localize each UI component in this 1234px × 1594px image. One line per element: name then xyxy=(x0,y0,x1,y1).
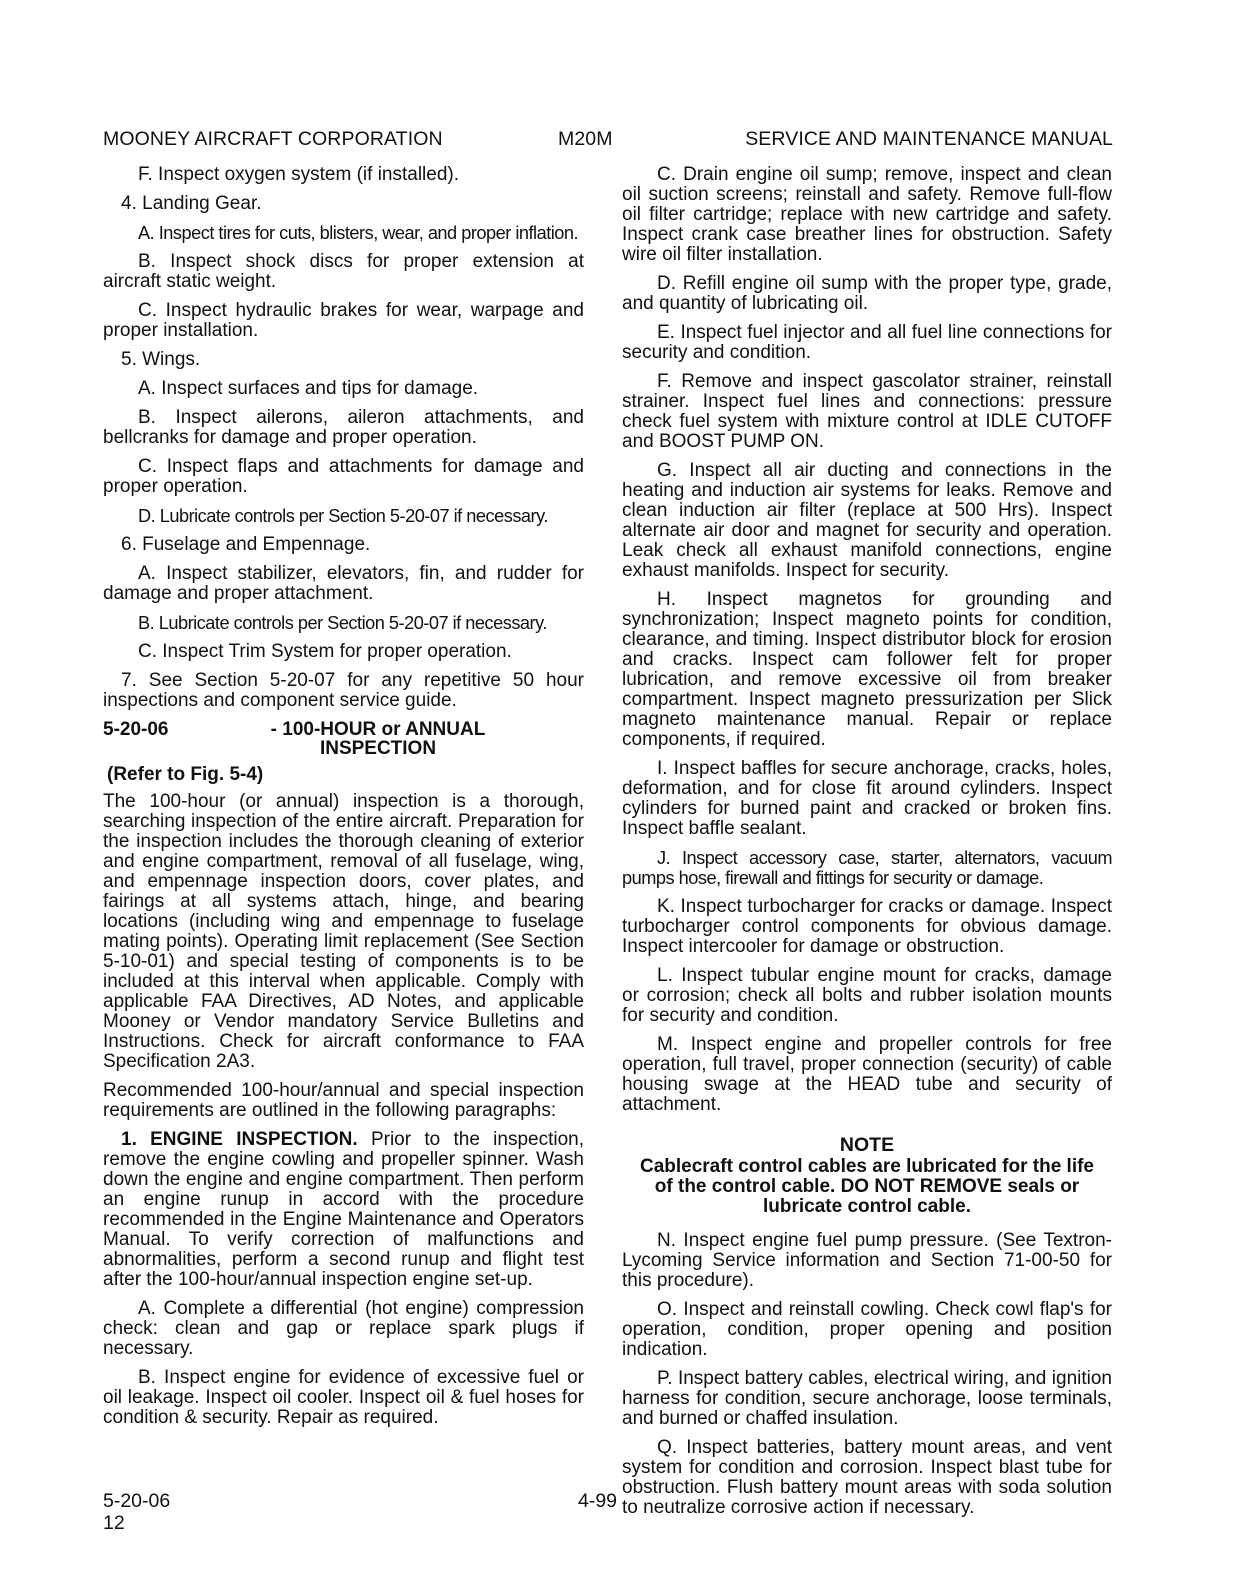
figure-reference: (Refer to Fig. 5-4) xyxy=(107,764,264,785)
list-item: F. Inspect oxygen system (if installed). xyxy=(138,164,460,185)
list-item: G. Inspect all air ducting and connections in the heating and induction air systems for leaks. Remove and clean induction air filter (replace at 500 Hrs). Inspect alternate air door and magnet for security and operation. Leak check all exhaust manifold connections, engine exhaust manifolds. Inspect for security. xyxy=(622,460,1112,581)
right-column xyxy=(622,165,1112,1527)
list-item: D. Lubricate controls per Section 5-20-07 if necessary. xyxy=(138,506,548,526)
footer-page-number: 4-99 xyxy=(578,1490,618,1512)
list-item: K. Inspect turbocharger for cracks or damage. Inspect turbocharger control components for obvious damage. Inspect intercooler for damage or obstruction. xyxy=(622,896,1112,957)
list-item: C. Inspect flaps and attachments for damage and proper operation. xyxy=(103,456,584,497)
list-heading: 5. Wings. xyxy=(121,349,201,370)
note-text: Cablecraft control cables are lubricated for the life of the control cable. DO NOT REMOVE seals or lubricate control cable. xyxy=(639,1156,1094,1217)
list-item: B. Inspect engine for evidence of excessive fuel or oil leakage. Inspect oil cooler. Inspect oil & fuel hoses for condition & security. Repair as required. xyxy=(103,1367,584,1428)
list-item: O. Inspect and reinstall cowling. Check cowl flap's for operation, condition, proper opening and position indication. xyxy=(622,1299,1112,1360)
list-item: J. Inspect accessory case, starter, alternators, vacuum pumps hose, firewall and fittings for security or damage. xyxy=(622,848,1112,888)
list-item: L. Inspect tubular engine mount for cracks, damage or corrosion; check all bolts and rubber isolation mounts for security and condition. xyxy=(622,965,1112,1026)
list-item: E. Inspect fuel injector and all fuel line connections for security and condition. xyxy=(622,322,1112,363)
section-heading xyxy=(103,720,584,758)
list-item: M. Inspect engine and propeller controls for free operation, full travel, proper connection (security) of cable housing swage at the HEAD tube and security of attachment. xyxy=(622,1034,1112,1115)
list-heading: 4. Landing Gear. xyxy=(121,193,262,214)
recommended-paragraph: Recommended 100-hour/annual and special inspection requirements are outlined in the following paragraphs: xyxy=(103,1080,584,1121)
list-item: F. Remove and inspect gascolator strainer, reinstall strainer. Inspect fuel lines and connections: pressure check fuel system with mixture control at IDLE CUTOFF and BOOST PUMP ON. xyxy=(622,371,1112,452)
list-item: B. Inspect ailerons, aileron attachments, and bellcranks for damage and proper operation. xyxy=(103,407,584,448)
engine-inspection-label: 1. ENGINE INSPECTION. xyxy=(121,1129,358,1150)
list-item: 7. See Section 5-20-07 for any repetitive 50 hour inspections and component service guide. xyxy=(103,670,584,711)
list-item: H. Inspect magnetos for grounding and synchronization; Inspect magneto points for condition, clearance, and timing. Inspect distributor block for erosion and cracks. Inspect cam follower felt for proper lubrication, and remove excessive oil from breaker compartment. Inspect magneto pressurization per Slick magneto maintenance manual. Repair or replace components, if required. xyxy=(622,589,1112,750)
manual-title: SERVICE AND MAINTENANCE MANUAL xyxy=(745,128,1113,150)
section-number: 5-20-06 xyxy=(103,719,169,740)
company-name: MOONEY AIRCRAFT CORPORATION xyxy=(103,128,443,150)
list-item: B. Lubricate controls per Section 5-20-07 if necessary. xyxy=(138,613,547,633)
left-column xyxy=(103,165,584,1437)
list-item: I. Inspect baffles for secure anchorage, cracks, holes, deformation, and for close fit around cylinders. Inspect cylinders for burned paint and cracked or broken fins. Inspect baffle sealant. xyxy=(622,758,1112,839)
page-header xyxy=(103,128,1113,152)
list-item: A. Inspect stabilizer, elevators, fin, and rudder for damage and proper attachment. xyxy=(103,563,584,604)
list-item: B. Inspect shock discs for proper extension at aircraft static weight. xyxy=(103,251,584,292)
intro-paragraph: The 100-hour (or annual) inspection is a thorough, searching inspection of the entire aircraft. Preparation for the inspection includes the thorough cleaning of exterior and engine compartment, removal of all fuselage, wing, and empennage inspection doors, cover plates, and fairings at all systems attach, hinge, and bearing locations (including wing and empennage to fuselage mating points). Operating limit replacement (See Section 5-10-01) and special testing of components is to be included at this interval when applicable. Comply with applicable FAA Directives, AD Notes, and applicable Mooney or Vendor mandatory Service Bulletins and Instructions. Check for aircraft conformance to FAA Specification 2A3. xyxy=(103,791,584,1072)
list-item: N. Inspect engine fuel pump pressure. (See Textron-Lycoming Service information and Section 71-00-50 for this procedure). xyxy=(622,1230,1112,1291)
engine-inspection-paragraph xyxy=(103,1130,584,1290)
list-item: P. Inspect battery cables, electrical wiring, and ignition harness for condition, secure anchorage, loose terminals, and burned or chaffed insulation. xyxy=(622,1368,1112,1429)
footer-section-code: 5-20-06 xyxy=(103,1490,171,1512)
list-item: C. Drain engine oil sump; remove, inspect and clean oil suction screens; reinstall and safety. Remove full-flow oil filter cartridge; replace with new cartridge and safety. Inspect crank case breather lines for obstruction. Safety wire oil filter installation. xyxy=(622,164,1112,265)
aircraft-model: M20M xyxy=(558,128,613,150)
list-item: A. Complete a differential (hot engine) compression check: clean and gap or replace spark plugs if necessary. xyxy=(103,1298,584,1359)
engine-inspection-text: Prior to the inspection, remove the engine cowling and propeller spinner. Wash down the engine and engine compartment. Then perform an engine runup in accord with the procedure recommended in the Engine Maintenance and Operators Manual. To verify correction of malfunctions and abnormalities, perform a second runup and flight test after the 100-hour/annual inspection engine set-up. xyxy=(103,1129,585,1290)
note-title: NOTE xyxy=(839,1134,895,1156)
list-item: Q. Inspect batteries, battery mount areas, and vent system for condition and corrosion. Inspect blast tube for obstruction. Flush battery mount areas with soda solution to neutralize corrosive action if necessary. xyxy=(622,1437,1112,1518)
list-item: C. Inspect hydraulic brakes for wear, warpage and proper installation. xyxy=(103,300,584,341)
list-item: A. Inspect tires for cuts, blisters, wear, and proper inflation. xyxy=(138,223,579,243)
list-item: C. Inspect Trim System for proper operation. xyxy=(138,641,512,662)
list-item: A. Inspect surfaces and tips for damage. xyxy=(138,378,479,399)
section-title: - 100-HOUR or ANNUAL INSPECTION xyxy=(270,719,486,759)
list-item: D. Refill engine oil sump with the proper type, grade, and quantity of lubricating oil. xyxy=(622,273,1112,314)
footer-revision: 12 xyxy=(103,1512,125,1534)
list-heading: 6. Fuselage and Empennage. xyxy=(121,534,371,555)
